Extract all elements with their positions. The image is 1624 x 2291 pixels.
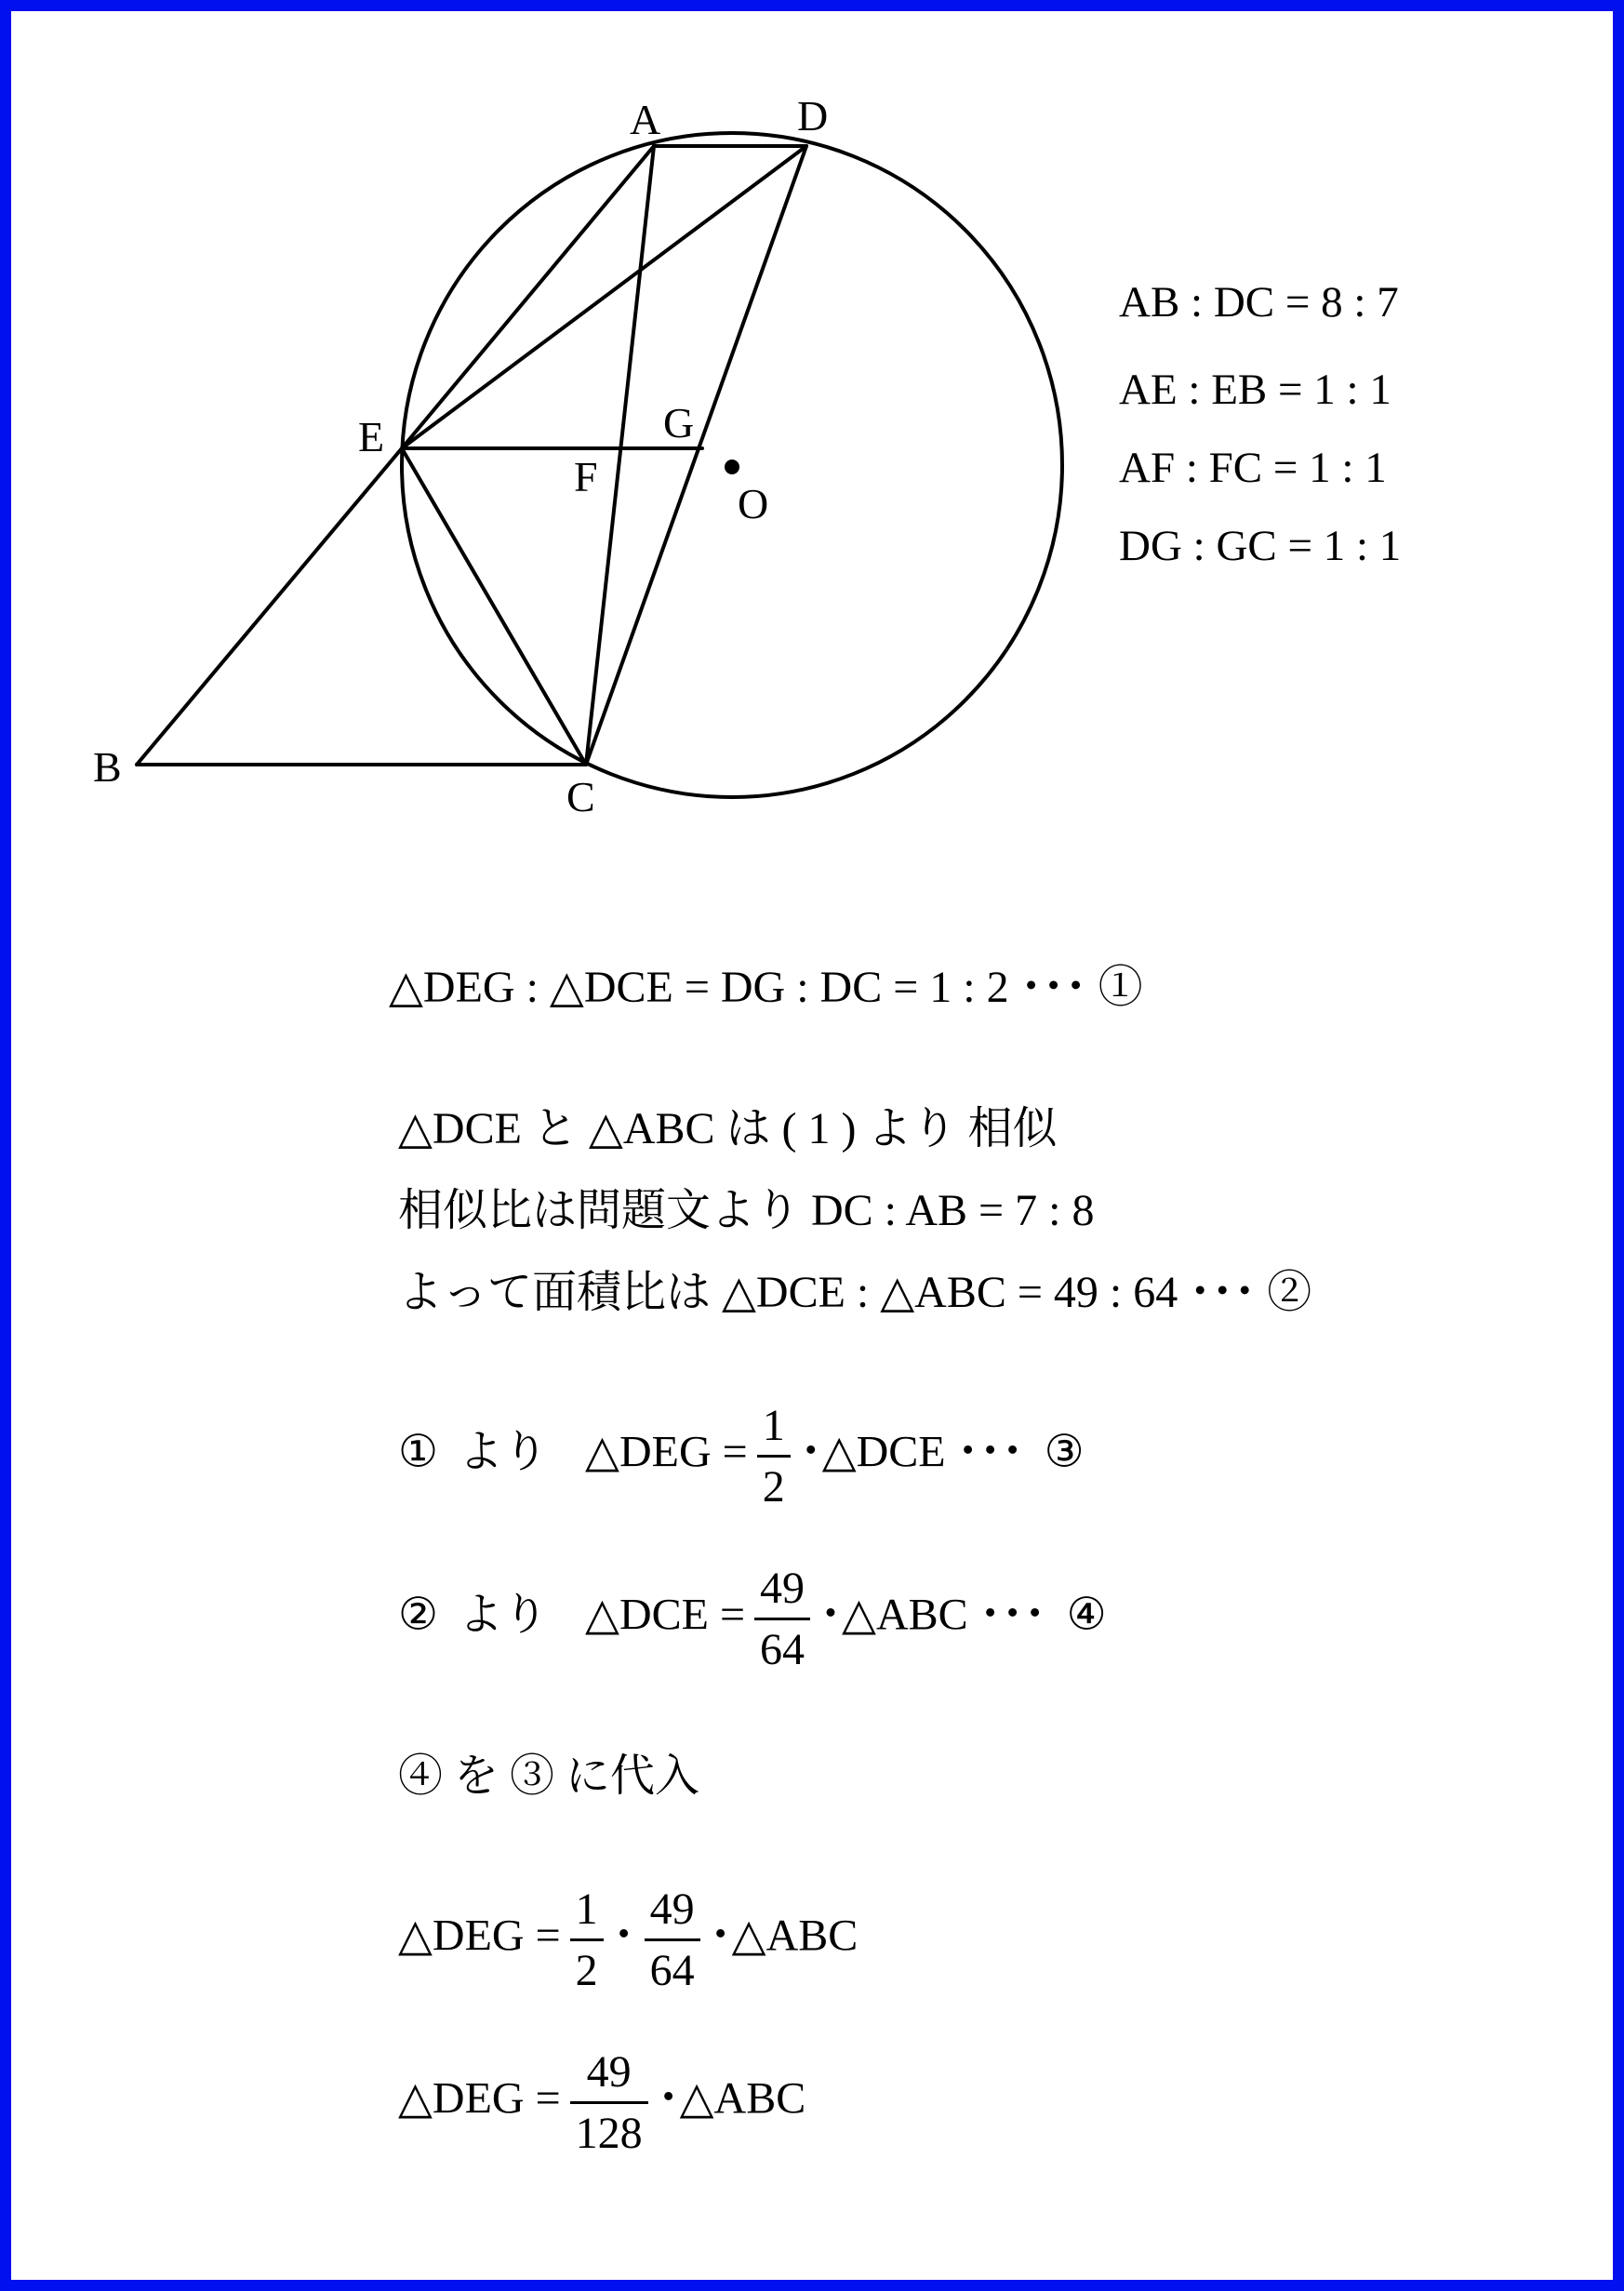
equation-rhs: ･△ABC ･･･ — [819, 1590, 1046, 1640]
solution-line-8 — [398, 1884, 858, 1996]
equation-lhs: △DEG = — [585, 1427, 748, 1477]
equation-rhs: ･△ABC — [657, 2073, 806, 2124]
fraction-one-half — [757, 1400, 791, 1512]
fraction-denominator: 128 — [575, 2109, 643, 2159]
label-point-o: O — [738, 480, 769, 527]
segment-ec — [402, 448, 586, 765]
fraction-denominator: 2 — [575, 1946, 598, 1996]
fraction-numerator: 1 — [570, 1884, 604, 1941]
equation-rhs: ･△DCE ･･･ — [799, 1427, 1024, 1477]
solution-line-4: よって面積比は △DCE : △ABC = 49 : 64 ･･･ ② — [398, 1268, 1312, 1317]
segment-de — [402, 146, 806, 448]
equation-lhs: △DEG = — [398, 1911, 561, 1961]
fraction-numerator: 49 — [570, 2046, 648, 2104]
fraction-49-64 — [645, 1884, 700, 1996]
given-ratio-ab-dc: AB : DC = 8 : 7 — [1119, 278, 1399, 326]
fraction-numerator: 1 — [757, 1400, 791, 1458]
fraction-49-128 — [570, 2046, 648, 2159]
solution-line-2: △DCE と △ABC は ( 1 ) より 相似 — [398, 1104, 1058, 1153]
solution-line-7: ④ を ③ に代入 — [398, 1752, 700, 1801]
label-point-e: E — [358, 413, 385, 460]
solution-line-6 — [398, 1563, 1107, 1675]
circled-tag-3: ③ — [1044, 1427, 1085, 1477]
fraction-49-64 — [754, 1563, 810, 1675]
circled-ref-2: ② — [398, 1590, 439, 1640]
solution-line-9 — [398, 2046, 805, 2159]
label-point-a: A — [630, 96, 661, 143]
circled-tag-4: ④ — [1066, 1590, 1107, 1640]
label-point-f: F — [574, 453, 598, 500]
equation-rhs: ･△ABC — [709, 1911, 859, 1961]
equation-lhs: △DCE = — [585, 1590, 746, 1640]
segment-eb — [137, 448, 402, 765]
fraction-numerator: 49 — [645, 1884, 700, 1941]
yori-text: より — [459, 1590, 549, 1640]
geometry-diagram — [0, 0, 1624, 856]
label-point-g: G — [663, 399, 695, 446]
solution-line-1: △DEG : △DCE = DG : DC = 1 : 2 ･･･ ① — [389, 963, 1143, 1012]
given-ratio-ae-eb: AE : EB = 1 : 1 — [1119, 366, 1391, 414]
solution-line-5 — [398, 1400, 1085, 1512]
label-point-c: C — [566, 773, 595, 820]
given-ratio-dg-gc: DG : GC = 1 : 1 — [1119, 522, 1402, 570]
yori-text: より — [459, 1427, 549, 1477]
segment-ae — [402, 146, 654, 448]
given-ratio-af-fc: AF : FC = 1 : 1 — [1119, 444, 1387, 492]
solution-line-3: 相似比は問題文より DC : AB = 7 : 8 — [398, 1186, 1095, 1235]
label-point-d: D — [797, 92, 829, 140]
multiply-dot: ･ — [612, 1911, 635, 1961]
fraction-denominator: 64 — [649, 1946, 695, 1996]
fraction-denominator: 64 — [760, 1625, 805, 1675]
fraction-one-half — [570, 1884, 604, 1996]
center-point-o — [725, 460, 739, 474]
circled-ref-1: ① — [398, 1427, 439, 1477]
equation-lhs: △DEG = — [398, 2073, 561, 2124]
fraction-numerator: 49 — [754, 1563, 810, 1620]
fraction-denominator: 2 — [762, 1462, 785, 1512]
label-point-b: B — [93, 743, 122, 791]
